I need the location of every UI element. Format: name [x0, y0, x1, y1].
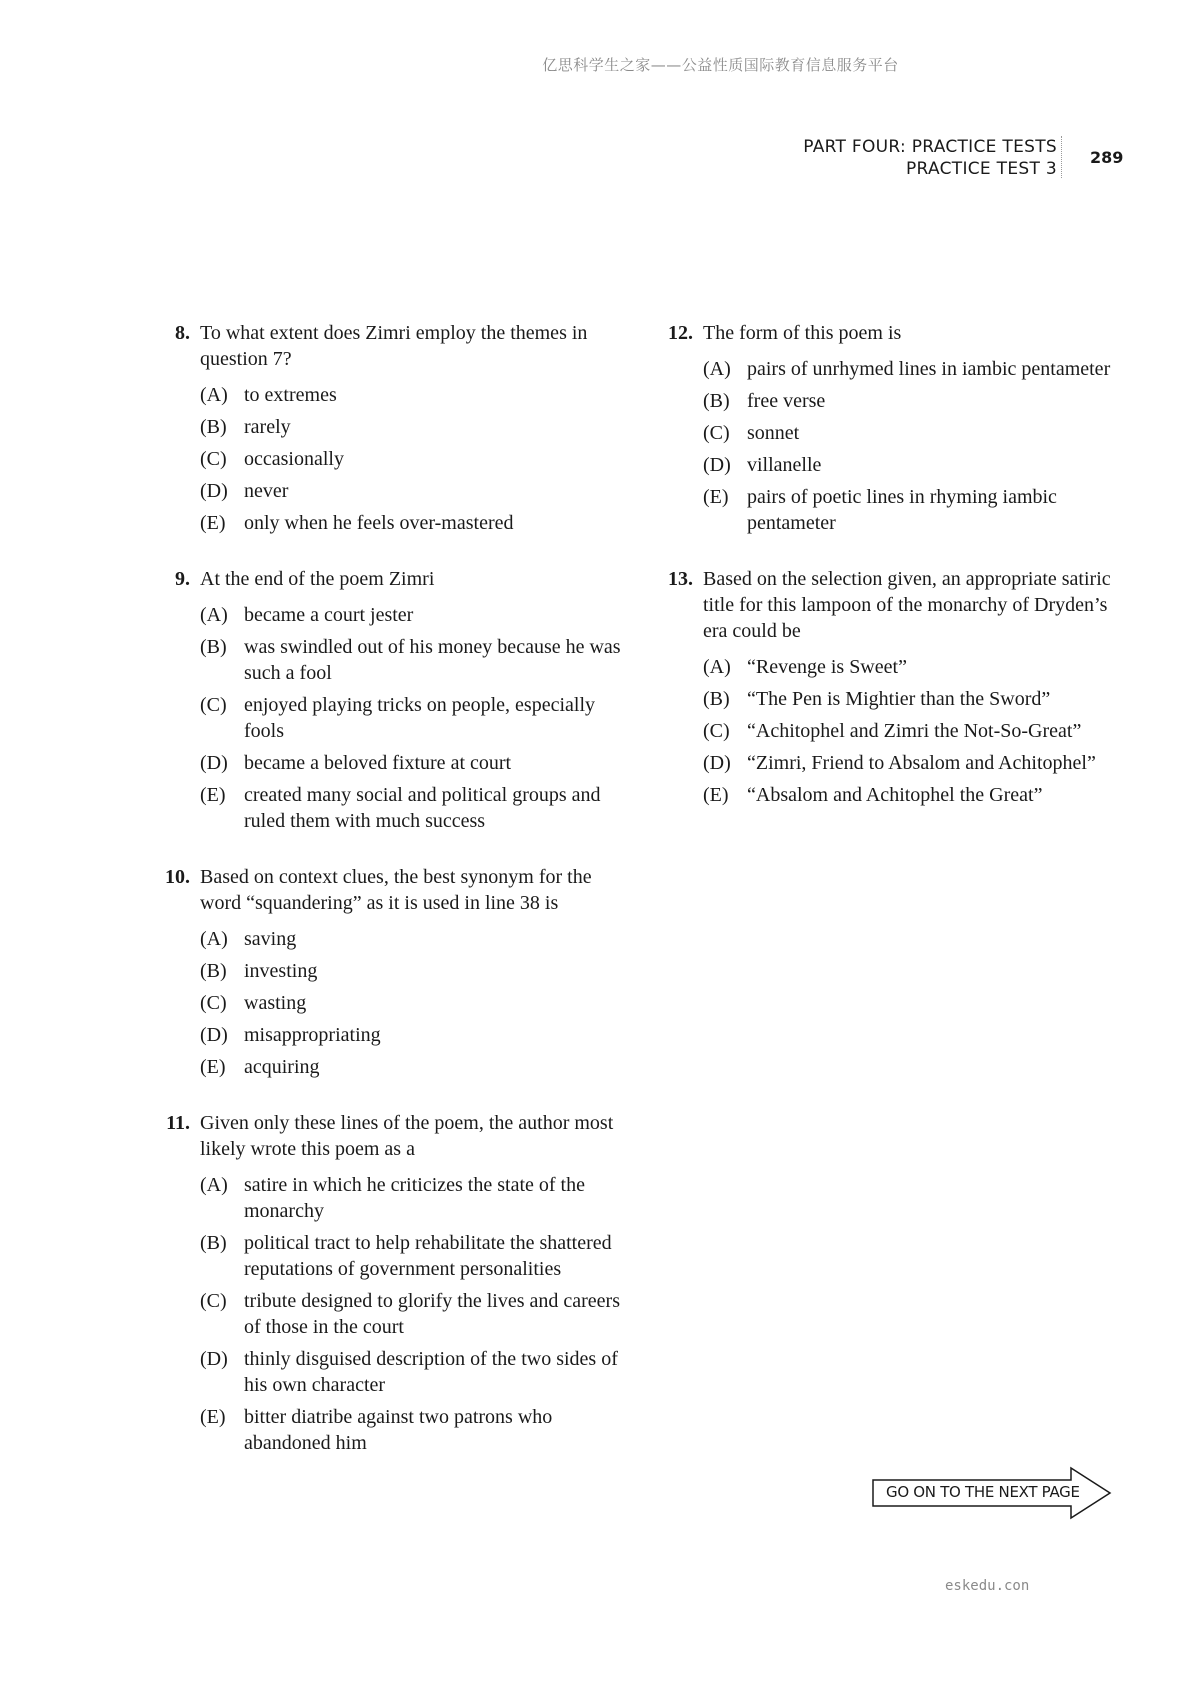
header-part-title: PART FOUR: PRACTICE TESTS — [803, 137, 1057, 157]
answer-option: (D) never — [200, 480, 289, 502]
answer-option: (D) became a beloved fixture at court — [200, 752, 512, 774]
answer-option: (E) pairs of poetic lines in rhyming iambic pentameter — [703, 486, 1057, 534]
answer-options — [162, 926, 632, 1080]
answer-options — [665, 356, 1125, 536]
answer-option: (A) became a court jester — [200, 604, 414, 626]
answer-option: (D) thinly disguised description of the two sides of his own character — [200, 1348, 618, 1396]
answer-option: (E) acquiring — [200, 1056, 320, 1078]
right-column — [665, 320, 1125, 838]
answer-option: (D) villanelle — [703, 454, 822, 476]
question-9 — [162, 566, 632, 834]
question-13 — [665, 566, 1125, 808]
question-8 — [162, 320, 632, 536]
left-column — [162, 320, 632, 1486]
question-stem: Based on the selection given, an appropriate satiric title for this lampoon of the monarchy of Dryden’s era could be — [703, 568, 1111, 642]
question-stem: At the end of the poem Zimri — [200, 568, 435, 590]
answer-option: (A) satire in which he criticizes the state of the monarchy — [200, 1174, 585, 1222]
question-stem: To what extent does Zimri employ the themes in question 7? — [200, 322, 588, 370]
answer-option: (E) created many social and political groups and ruled them with much success — [200, 784, 601, 832]
answer-option: (C) “Achitophel and Zimri the Not-So-Great” — [703, 720, 1082, 742]
watermark-top: 亿思科学生之家——公益性质国际教育信息服务平台 — [542, 56, 899, 74]
answer-options — [162, 602, 632, 834]
answer-option: (B) political tract to help rehabilitate the shattered reputations of government personalities — [200, 1232, 612, 1280]
answer-option: (D) misappropriating — [200, 1024, 381, 1046]
running-header — [803, 136, 1057, 180]
question-number: 13. — [668, 568, 693, 590]
answer-option: (E) “Absalom and Achitophel the Great” — [703, 784, 1043, 806]
question-stem: The form of this poem is — [703, 322, 902, 344]
answer-option: (B) was swindled out of his money because he was such a fool — [200, 636, 621, 684]
answer-option: (D) “Zimri, Friend to Absalom and Achitophel” — [703, 752, 1096, 774]
header-test-title: PRACTICE TEST 3 — [905, 159, 1057, 179]
answer-option: (A) saving — [200, 928, 297, 950]
answer-option: (A) to extremes — [200, 384, 337, 406]
answer-option: (E) only when he feels over-mastered — [200, 512, 514, 534]
answer-options — [162, 1172, 632, 1456]
question-number: 11. — [166, 1112, 190, 1134]
question-11 — [162, 1110, 632, 1456]
answer-option: (B) rarely — [200, 416, 291, 438]
answer-option: (B) investing — [200, 960, 318, 982]
answer-options — [162, 382, 632, 536]
header-divider — [1061, 136, 1062, 178]
answer-option: (A) pairs of unrhymed lines in iambic pentameter — [703, 358, 1111, 380]
question-number: 10. — [165, 866, 190, 888]
question-10 — [162, 864, 632, 1080]
go-on-next-page-label: GO ON TO THE NEXT PAGE — [886, 1483, 1080, 1501]
question-stem: Based on context clues, the best synonym for the word “squandering” as it is used in line 38 is — [200, 866, 592, 914]
watermark-bottom: eskedu.con — [945, 1578, 1030, 1594]
go-on-next-page-badge — [872, 1466, 1112, 1520]
answer-option: (C) occasionally — [200, 448, 344, 470]
answer-option: (C) enjoyed playing tricks on people, especially fools — [200, 694, 596, 742]
question-12 — [665, 320, 1125, 536]
answer-options — [665, 654, 1125, 808]
answer-option: (E) bitter diatribe against two patrons who abandoned him — [200, 1406, 553, 1454]
question-number: 12. — [668, 322, 693, 344]
question-number: 8. — [175, 322, 190, 344]
answer-option: (B) “The Pen is Mightier than the Sword” — [703, 688, 1051, 710]
answer-option: (C) wasting — [200, 992, 307, 1014]
question-stem: Given only these lines of the poem, the author most likely wrote this poem as a — [200, 1112, 614, 1160]
page-number: 289 — [1090, 148, 1124, 167]
answer-option: (B) free verse — [703, 390, 826, 412]
answer-option: (C) sonnet — [703, 422, 800, 444]
question-number: 9. — [175, 568, 190, 590]
answer-option: (A) “Revenge is Sweet” — [703, 656, 907, 678]
answer-option: (C) tribute designed to glorify the lives and careers of those in the court — [200, 1290, 620, 1338]
